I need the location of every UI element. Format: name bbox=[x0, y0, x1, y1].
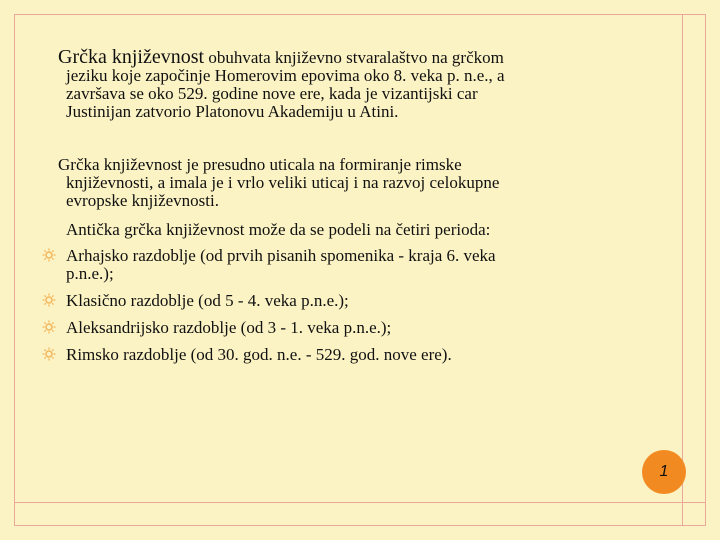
periods-intro: Antička grčka književnost može da se podeli na četiri perioda: bbox=[66, 220, 491, 239]
intro-line3: završava se oko 529. godine nove ere, kada je vizantijski car bbox=[66, 84, 478, 103]
intro-title: Grčka književnost bbox=[58, 46, 205, 68]
period-text-cont: p.n.e.); bbox=[66, 264, 114, 283]
influence-line2: književnosti, a imala je i vrlo veliki uticaj i na razvoj celokupne bbox=[66, 173, 500, 192]
list-item bbox=[42, 319, 622, 337]
sun-bullet-icon bbox=[42, 293, 56, 307]
intro-line1: obuhvata književno stvaralaštvo na grčkom bbox=[204, 48, 504, 67]
periods-list bbox=[42, 247, 622, 373]
sun-bullet-icon bbox=[42, 248, 56, 262]
intro-line4: Justinijan zatvorio Platonovu Akademiju u Atini. bbox=[66, 102, 399, 121]
period-text: Aleksandrijsko razdoblje (od 3 - 1. veka p.n.e.); bbox=[66, 318, 392, 337]
list-item bbox=[42, 346, 622, 364]
period-text: Klasično razdoblje (od 5 - 4. veka p.n.e.); bbox=[66, 291, 349, 310]
sun-bullet-icon bbox=[42, 320, 56, 334]
influence-line1: Grčka književnost je presudno uticala na formiranje rimske bbox=[58, 155, 462, 174]
influence-paragraph bbox=[58, 156, 618, 210]
intro-paragraph bbox=[58, 48, 618, 121]
period-text: Arhajsko razdoblje (od prvih pisanih spomenika - kraja 6. veka bbox=[66, 246, 496, 265]
page-number-badge bbox=[642, 450, 686, 494]
list-item bbox=[42, 247, 622, 283]
slide-frame-right-edge bbox=[682, 14, 706, 526]
influence-line3: evropske književnosti. bbox=[66, 191, 219, 210]
period-text: Rimsko razdoblje (od 30. god. n.e. - 529. god. nove ere). bbox=[66, 345, 452, 364]
page-number: 1 bbox=[659, 463, 669, 480]
intro-line2: jeziku koje započinje Homerovim epovima oko 8. veka p. n.e., a bbox=[66, 66, 505, 85]
slide-frame-bottom-edge bbox=[14, 502, 706, 526]
sun-bullet-icon bbox=[42, 347, 56, 361]
list-item bbox=[42, 292, 622, 310]
